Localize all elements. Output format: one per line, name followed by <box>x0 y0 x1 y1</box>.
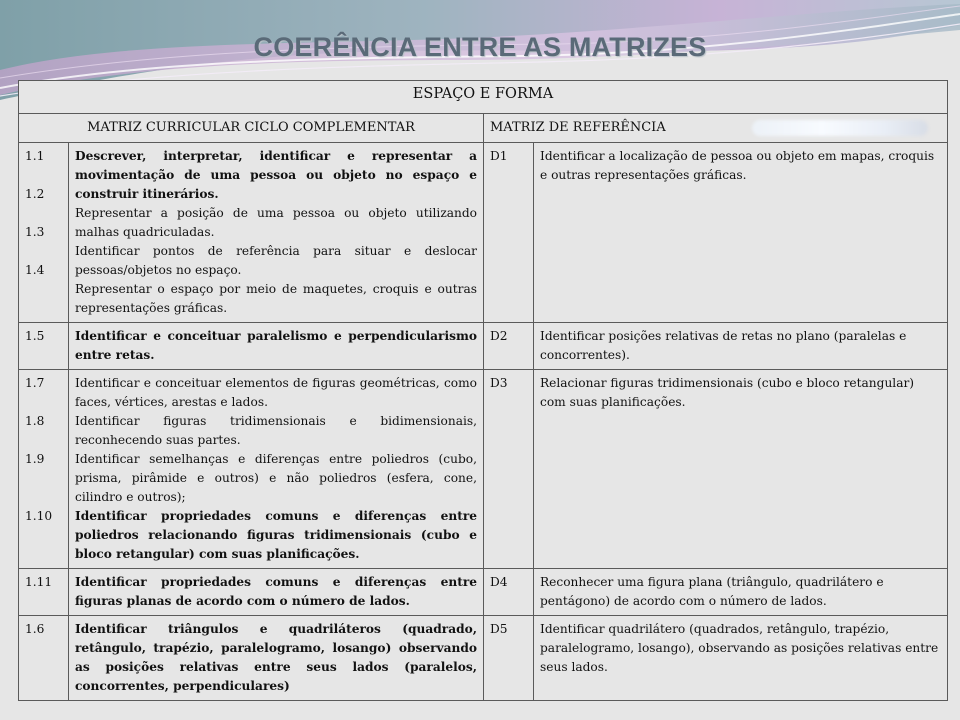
reference-description: Reconhecer uma figura plana (triângulo, quadrilátero e pentágono) de acordo com o número de lados. <box>534 569 948 616</box>
table-row <box>19 143 948 323</box>
column-header-reference-label: MATRIZ DE REFERÊNCIA <box>490 120 666 135</box>
curricular-description <box>69 323 484 370</box>
reference-description: Identificar quadrilátero (quadrados, retângulo, trapézio, paralelogramo, losango), observando as posições relativas entre seus lados. <box>534 616 948 701</box>
reference-code: D1 <box>484 143 534 323</box>
curricular-item: Descrever, interpretar, identificar e representar a movimentação de uma pessoa ou objeto no espaço e construir itinerários. <box>75 149 477 201</box>
curricular-codes <box>19 569 69 616</box>
reference-description: Identificar a localização de pessoa ou objeto em mapas, croquis e outras representações gráficas. <box>534 143 948 323</box>
item-code: 1.1 <box>25 149 45 163</box>
curricular-description <box>69 370 484 569</box>
curricular-item: Identificar pontos de referência para situar e deslocar pessoas/objetos no espaço. <box>75 244 477 277</box>
reference-code: D5 <box>484 616 534 701</box>
item-code: 1.10 <box>25 509 53 523</box>
curricular-description <box>69 616 484 701</box>
item-code: 1.6 <box>25 622 45 636</box>
table-row <box>19 370 948 569</box>
curricular-codes <box>19 143 69 323</box>
item-code: 1.7 <box>25 376 45 390</box>
reference-code: D2 <box>484 323 534 370</box>
curricular-codes <box>19 323 69 370</box>
curricular-item: Representar a posição de uma pessoa ou objeto utilizando malhas quadriculadas. <box>75 206 477 239</box>
slide-title: COERÊNCIA ENTRE AS MATRIZES <box>253 32 707 62</box>
item-code: 1.8 <box>25 414 45 428</box>
curricular-item: Identificar triângulos e quadriláteros (quadrado, retângulo, trapézio, paralelogramo, losango) observando as posições relativas entre seus lados (paralelos, concorrentes, perpendiculares) <box>75 622 477 693</box>
reference-code: D3 <box>484 370 534 569</box>
curricular-item: Identificar figuras tridimensionais e bidimensionais, reconhecendo suas partes. <box>75 414 477 447</box>
curricular-item: Identificar e conceituar elementos de figuras geométricas, como faces, vértices, arestas e lados. <box>75 376 477 409</box>
table-row <box>19 569 948 616</box>
table-row <box>19 323 948 370</box>
curricular-item: Identificar semelhanças e diferenças entre poliedros (cubo, prisma, pirâmide e outros) e não poliedros (esfera, cone, cilindro e outros); <box>75 452 477 504</box>
curricular-item: Identificar propriedades comuns e diferenças entre figuras planas de acordo com o número de lados. <box>75 575 477 608</box>
curricular-description <box>69 143 484 323</box>
table-row <box>19 616 948 701</box>
item-code: 1.9 <box>25 452 45 466</box>
curricular-description <box>69 569 484 616</box>
coherence-matrix-table <box>18 80 948 701</box>
column-header-curricular: MATRIZ CURRICULAR CICLO COMPLEMENTAR <box>19 114 484 143</box>
item-code: 1.4 <box>25 263 45 277</box>
blurred-patch <box>752 120 928 136</box>
curricular-item: Identificar e conceituar paralelismo e perpendicularismo entre retas. <box>75 329 477 362</box>
reference-code: D4 <box>484 569 534 616</box>
item-code: 1.5 <box>25 329 45 343</box>
curricular-codes <box>19 616 69 701</box>
curricular-codes <box>19 370 69 569</box>
column-header-reference <box>484 114 948 143</box>
table-header: ESPAÇO E FORMA <box>19 81 948 114</box>
curricular-item: Representar o espaço por meio de maquetes, croquis e outras representações gráficas. <box>75 282 477 315</box>
item-code: 1.3 <box>25 225 45 239</box>
curricular-item: Identificar propriedades comuns e diferenças entre poliedros relacionando figuras tridimensionais (cubo e bloco retangular) com suas planificações. <box>75 509 477 561</box>
item-code: 1.11 <box>25 575 53 589</box>
reference-description: Relacionar figuras tridimensionais (cubo e bloco retangular) com suas planificações. <box>534 370 948 569</box>
item-code: 1.2 <box>25 187 45 201</box>
reference-description: Identificar posições relativas de retas no plano (paralelas e concorrentes). <box>534 323 948 370</box>
